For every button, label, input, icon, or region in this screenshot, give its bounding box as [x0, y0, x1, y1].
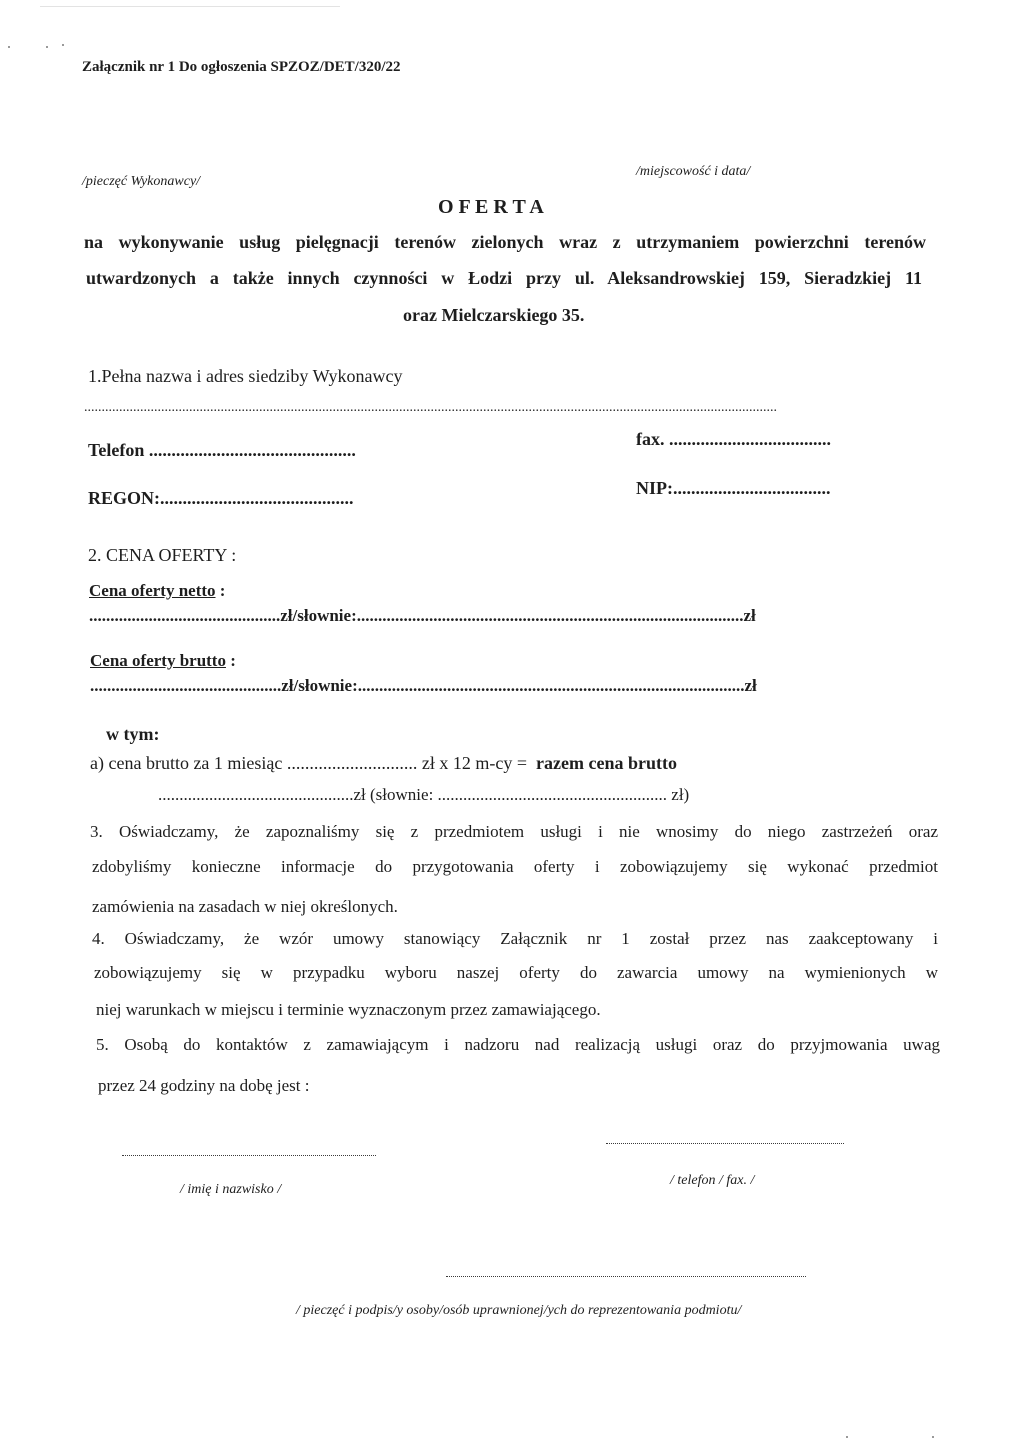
section5-line-1: 5. Osobą do kontaktów z zamawiającym i nadzoru nad realizacją usługi oraz do przyjmowania uwag [96, 1035, 940, 1054]
subtitle-line-2: utwardzonych a także innych czynności w Łodzi przy ul. Aleksandrowskiej 159, Sieradzkiej 11 [86, 268, 922, 288]
nip-field[interactable]: NIP:................................... [636, 478, 831, 498]
scan-speck [8, 46, 10, 48]
scan-edge-line [40, 6, 340, 7]
section1-label: 1.Pełna nazwa i adres siedziby Wykonawcy [88, 366, 403, 386]
place-date-caption: /miejscowość i data/ [636, 164, 751, 179]
netto-price-field[interactable]: .............................................zł/słownie:...........................................................................................zł [89, 606, 756, 625]
name-caption: / imię i nazwisko / [180, 1182, 282, 1197]
company-name-field[interactable]: ...................................................................................................................................................................................................... [84, 400, 777, 415]
scan-speck [62, 44, 64, 46]
netto-colon: : [215, 581, 226, 600]
monthly-price-field[interactable] [90, 753, 677, 774]
section3-line-3: zamówienia na zasadach w niej określonych. [92, 897, 398, 916]
section5-line-2: przez 24 godziny na dobę jest : [98, 1076, 310, 1095]
brutto-label: Cena oferty brutto [90, 651, 226, 670]
subtitle-line-1: na wykonywanie usług pielęgnacji terenów zielonych wraz z utrzymaniem powierzchni terenów [84, 232, 926, 252]
section4-line-2: zobowiązujemy się w przypadku wyboru naszej oferty do zawarcia umowy na wymienionych w [94, 963, 938, 982]
section2-label: 2. CENA OFERTY : [88, 545, 237, 565]
brutto-heading [90, 651, 236, 671]
total-brutto-label: razem cena brutto [536, 753, 677, 773]
w-tym-label: w tym: [106, 724, 160, 744]
document-title: O F E R T A [438, 196, 544, 218]
monthly-price-text: a) cena brutto za 1 miesiąc ............................. zł x 12 m-cy = [90, 753, 528, 773]
contact-phone-line[interactable] [606, 1143, 844, 1144]
phone-field[interactable]: Telefon .............................................. [88, 440, 356, 460]
phone-fax-caption: / telefon / fax. / [670, 1173, 755, 1188]
section4-line-1: 4. Oświadczamy, że wzór umowy stanowiący Załącznik nr 1 został przez nas zaakceptowany i [92, 929, 938, 948]
signature-caption: / pieczęć i podpis/y osoby/osób uprawnionej/ych do reprezentowania podmiotu/ [296, 1303, 742, 1318]
netto-heading [89, 581, 225, 601]
scan-speck [46, 46, 48, 48]
contact-name-line[interactable] [122, 1155, 376, 1156]
monthly-words-field[interactable]: ..............................................zł (słownie: ...................................................... zł) [158, 785, 690, 804]
attachment-header: Załącznik nr 1 Do ogłoszenia SPZOZ/DET/320/22 [82, 59, 401, 75]
section4-line-3: niej warunkach w miejscu i terminie wyznaczonym przez zamawiającego. [96, 1000, 601, 1019]
brutto-colon: : [225, 651, 236, 670]
stamp-caption: /pieczęć Wykonawcy/ [82, 174, 201, 189]
netto-label: Cena oferty netto [89, 581, 216, 600]
brutto-price-field[interactable]: .............................................zł/słownie:...........................................................................................zł [90, 676, 757, 695]
section3-line-1: 3. Oświadczamy, że zapoznaliśmy się z przedmiotem usługi i nie wnosimy do niego zastrzeżeń oraz [90, 822, 938, 841]
signature-line[interactable] [446, 1276, 806, 1277]
scan-speck [846, 1436, 848, 1438]
scan-speck [932, 1436, 934, 1438]
subtitle-line-3: oraz Mielczarskiego 35. [403, 305, 585, 325]
regon-field[interactable]: REGON:........................................... [88, 488, 354, 508]
fax-field[interactable]: fax. .................................... [636, 429, 831, 449]
section3-line-2: zdobyliśmy konieczne informacje do przygotowania oferty i zobowiązujemy się wykonać przedmiot [92, 857, 938, 876]
